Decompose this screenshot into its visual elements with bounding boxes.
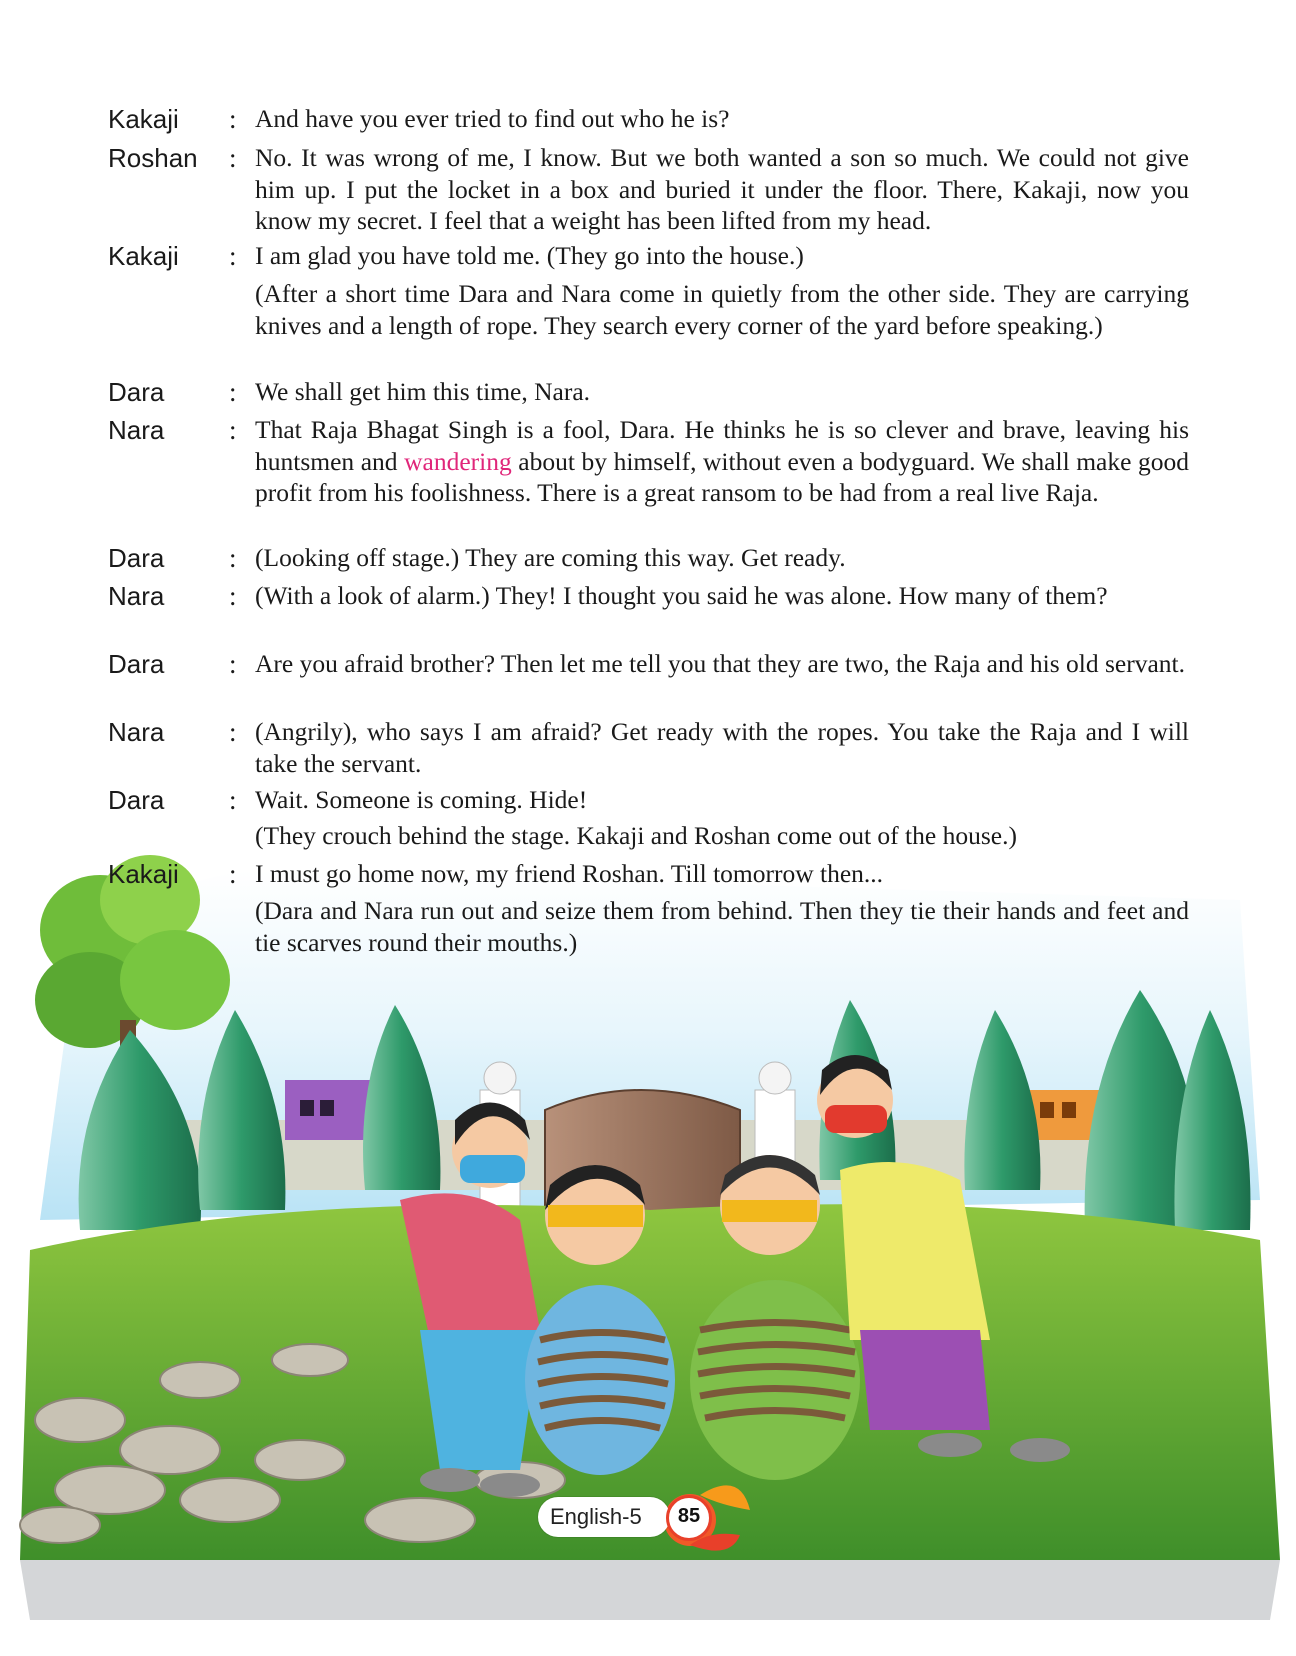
speech-text: I am glad you have told me. (They go into the house.) [255, 241, 804, 270]
speech-text: (Looking off stage.) They are coming this way. Get ready. [255, 543, 846, 572]
colon: : [229, 649, 237, 679]
speech-text: (With a look of alarm.) They! I thought you said he was alone. How many of them? [255, 581, 1108, 610]
speech-text: (Angrily), who says I am afraid? Get ready with the ropes. You take the Raja and I will take the servant. [255, 717, 1189, 778]
speech-text: Wait. Someone is coming. Hide! [255, 785, 588, 814]
colon: : [229, 241, 237, 271]
colon: : [229, 415, 237, 445]
speech-text: No. It was wrong of me, I know. But we both wanted a son so much. We could not give him up. I put the locket in a box and buried it under the floor. There, Kakaji, now you know my secret. I feel that a weight has been lifted from my head. [255, 143, 1189, 235]
speech-text-part: about by himself, without even a bodyguard. We shall make good profit from his foolishness. There is a great ransom to be had from a real live Raja. [255, 446, 1190, 507]
colon: : [229, 785, 237, 815]
colon: : [229, 859, 237, 889]
speaker-name: Nara [108, 415, 165, 445]
page-number: 85 [677, 1505, 701, 1527]
stage-direction-text: (They crouch behind the stage. Kakaji and Roshan come out of the house.) [255, 821, 1017, 850]
speech-text: Are you afraid brother? Then let me tell you that they are two, the Raja and his old servant. [255, 649, 1185, 678]
stage-direction-text: (Dara and Nara run out and seize them from behind. Then they tie their hands and feet and tie scarves round their mouths.) [255, 896, 1189, 957]
pavement [20, 1560, 1280, 1620]
colon: : [229, 543, 237, 573]
speaker-name: Roshan [108, 143, 198, 173]
speech-text: And have you ever tried to find out who he is? [255, 104, 730, 133]
highlighted-word: wandering [404, 446, 512, 476]
colon: : [229, 581, 237, 611]
colon: : [229, 377, 237, 407]
speaker-name: Dara [108, 785, 165, 815]
colon: : [229, 143, 237, 173]
speaker-name: Dara [108, 543, 165, 573]
speaker-name: Dara [108, 377, 165, 407]
speaker-name: Nara [108, 717, 165, 747]
speaker-name: Kakaji [108, 859, 179, 889]
speech-text: We shall get him this time, Nara. [255, 377, 591, 406]
speech-text: I must go home now, my friend Roshan. Till tomorrow then... [255, 859, 884, 888]
book-title: English-5 [550, 1504, 642, 1529]
speech-text-part: That Raja Bhagat Singh is a fool, Dara. He thinks he is so clever and brave, leaving his huntsmen and [255, 415, 1189, 476]
speaker-name: Kakaji [108, 104, 179, 134]
colon: : [229, 104, 237, 134]
speaker-name: Dara [108, 649, 165, 679]
speaker-name: Nara [108, 581, 165, 611]
speech-text [255, 414, 1189, 509]
colon: : [229, 717, 237, 747]
stage-direction-text: (After a short time Dara and Nara come in quietly from the other side. They are carrying knives and a length of rope. They search every corner of the yard before speaking.) [255, 279, 1189, 340]
speaker-name: Kakaji [108, 241, 179, 271]
